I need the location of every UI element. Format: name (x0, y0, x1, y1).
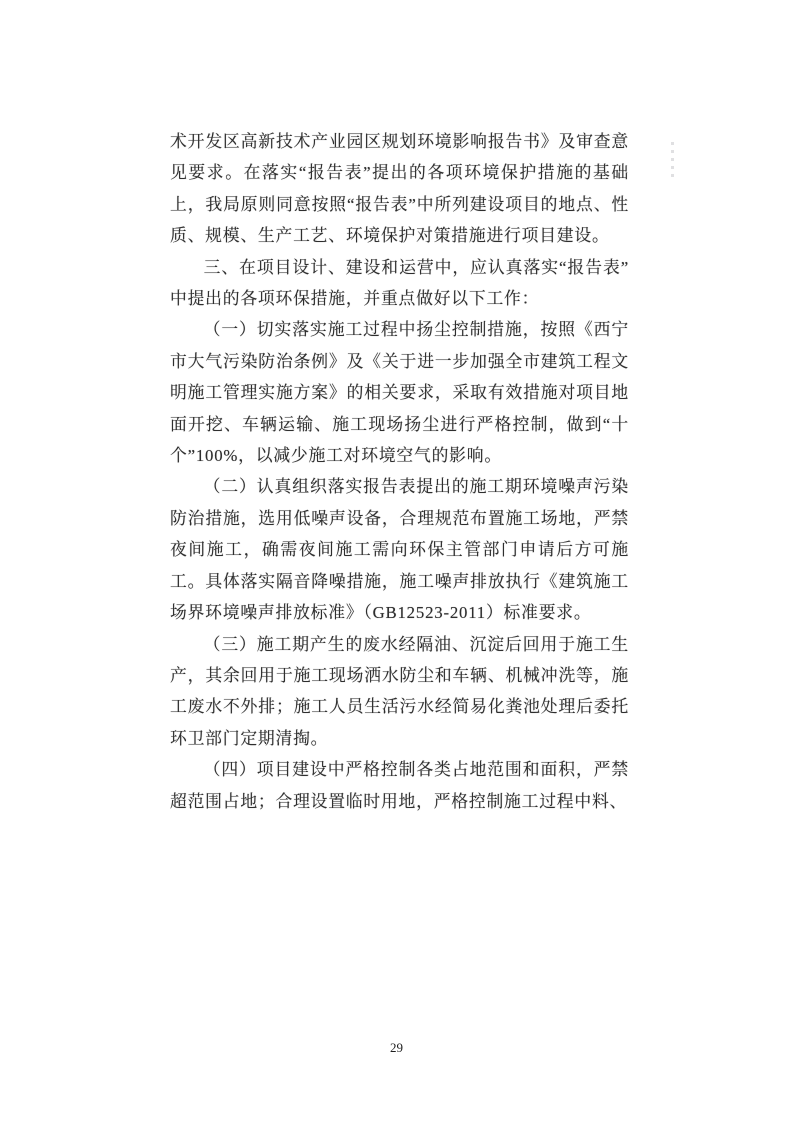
scan-smudge-artifact (671, 142, 674, 180)
paragraph-item-2-noise-control: （二）认真组织落实报告表提出的施工期环境噪声污染防治措施，选用低噪声设备，合理规范布置施工场地，严禁夜间施工，确需夜间施工需向环保主管部门申请后方可施工。具体落实隔音降噪措施，施工噪声排放执行《建筑施工场界环境噪声排放标准》（GB12523-2011）标准要求。 (170, 477, 629, 623)
page-number: 29 (390, 1040, 403, 1055)
paragraph-section-3-intro: 三、在项目设计、建设和运营中，应认真落实“报告表”中提出的各项环保措施，并重点做好以下工作： (170, 257, 629, 309)
paragraph-item-3-wastewater: （三）施工期产生的废水经隔油、沉淀后回用于施工生产，其余回用于施工现场洒水防尘和车辆、机械冲洗等，施工废水不外排；施工人员生活污水经简易化粪池处理后委托环卫部门定期清掏。 (170, 634, 629, 748)
paragraph-continuation: 术开发区高新技术产业园区规划环境影响报告书》及审查意见要求。在落实“报告表”提出的各项环境保护措施的基础上，我局原则同意按照“报告表”中所列建设项目的地点、性质、规模、生产工艺、环境保护对策措施进行项目建设。 (170, 132, 629, 246)
paragraph-item-1-dust-control: （一）切实落实施工过程中扬尘控制措施，按照《西宁市大气污染防治条例》及《关于进一步加强全市建筑工程文明施工管理实施方案》的相关要求，采取有效措施对项目地面开挖、车辆运输、施工现场扬尘进行严格控制，做到“十个”100%，以减少施工对环境空气的影响。 (170, 320, 629, 466)
paragraph-item-4-land-use: （四）项目建设中严格控制各类占地范围和面积，严禁超范围占地；合理设置临时用地，严格控制施工过程中料、 (170, 760, 629, 811)
document-text-block (170, 126, 629, 817)
